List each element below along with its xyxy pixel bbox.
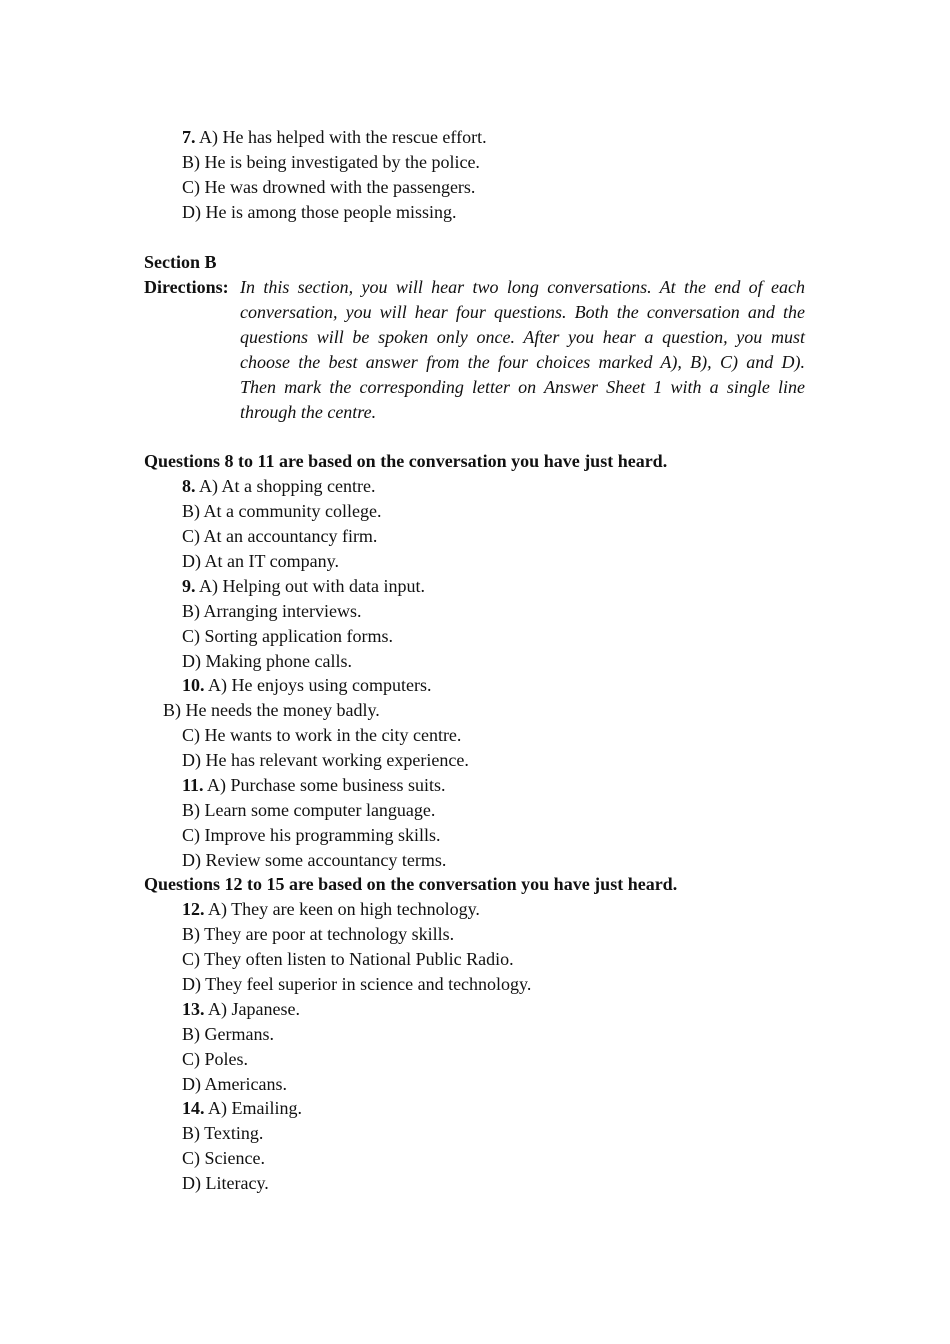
question-8-option-c: C) At an accountancy firm. xyxy=(182,526,378,546)
section-title: Section B xyxy=(144,252,217,272)
question-8-option-b: B) At a community college. xyxy=(182,501,382,521)
question-9-option-d: D) Making phone calls. xyxy=(182,651,352,671)
question-10-option-b: B) He needs the money badly. xyxy=(163,700,380,720)
question-13-option-c: C) Poles. xyxy=(182,1049,249,1069)
question-13-option-a: 13. A) Japanese. xyxy=(182,999,300,1019)
question-13-option-d: D) Americans. xyxy=(182,1074,287,1094)
directions-line: conversation, you will hear four questions. Both the conversation and the xyxy=(240,302,805,322)
question-number: 13. xyxy=(182,999,205,1019)
question-9-option-b: B) Arranging interviews. xyxy=(182,601,362,621)
question-7-option-c: C) He was drowned with the passengers. xyxy=(182,177,476,197)
question-group-heading: Questions 12 to 15 are based on the conversation you have just heard. xyxy=(144,874,678,894)
question-11-option-d: D) Review some accountancy terms. xyxy=(182,850,447,870)
question-8-option-a: 8. A) At a shopping centre. xyxy=(182,476,376,496)
question-number: 9. xyxy=(182,576,196,596)
directions-line: choose the best answer from the four choices marked A), B), C) and D). xyxy=(240,352,805,372)
question-14-option-b: B) Texting. xyxy=(182,1123,264,1143)
question-10-option-a: 10. A) He enjoys using computers. xyxy=(182,675,432,695)
question-12-option-a: 12. A) They are keen on high technology. xyxy=(182,899,480,919)
question-9-option-c: C) Sorting application forms. xyxy=(182,626,393,646)
directions-line: through the centre. xyxy=(240,402,377,422)
question-9-option-a: 9. A) Helping out with data input. xyxy=(182,576,425,596)
question-12-option-b: B) They are poor at technology skills. xyxy=(182,924,455,944)
question-number: 11. xyxy=(182,775,204,795)
question-8-option-d: D) At an IT company. xyxy=(182,551,339,571)
question-14-option-d: D) Literacy. xyxy=(182,1173,269,1193)
question-11-option-c: C) Improve his programming skills. xyxy=(182,825,441,845)
question-14-option-a: 14. A) Emailing. xyxy=(182,1098,302,1118)
question-number: 7. xyxy=(182,127,196,147)
question-7-option-b: B) He is being investigated by the police. xyxy=(182,152,480,172)
question-10-option-d: D) He has relevant working experience. xyxy=(182,750,469,770)
question-13-option-b: B) Germans. xyxy=(182,1024,274,1044)
question-number: 10. xyxy=(182,675,205,695)
directions-text xyxy=(240,275,805,425)
question-number: 8. xyxy=(182,476,196,496)
directions-label: Directions: xyxy=(144,277,229,297)
directions-line: In this section, you will hear two long conversations. At the end of each xyxy=(240,277,805,297)
question-group-heading: Questions 8 to 11 are based on the conversation you have just heard. xyxy=(144,451,668,471)
question-7-option-a: 7. A) He has helped with the rescue effort. xyxy=(182,127,487,147)
directions-line: questions will be spoken only once. After you hear a question, you must xyxy=(240,327,805,347)
question-12-option-d: D) They feel superior in science and technology. xyxy=(182,974,532,994)
question-14-option-c: C) Science. xyxy=(182,1148,265,1168)
question-12-option-c: C) They often listen to National Public Radio. xyxy=(182,949,514,969)
question-11-option-b: B) Learn some computer language. xyxy=(182,800,436,820)
question-11-option-a: 11. A) Purchase some business suits. xyxy=(182,775,446,795)
question-number: 12. xyxy=(182,899,205,919)
question-number: 14. xyxy=(182,1098,205,1118)
directions-line: Then mark the corresponding letter on Answer Sheet 1 with a single line xyxy=(240,377,805,397)
question-7-option-d: D) He is among those people missing. xyxy=(182,202,457,222)
question-10-option-c: C) He wants to work in the city centre. xyxy=(182,725,462,745)
